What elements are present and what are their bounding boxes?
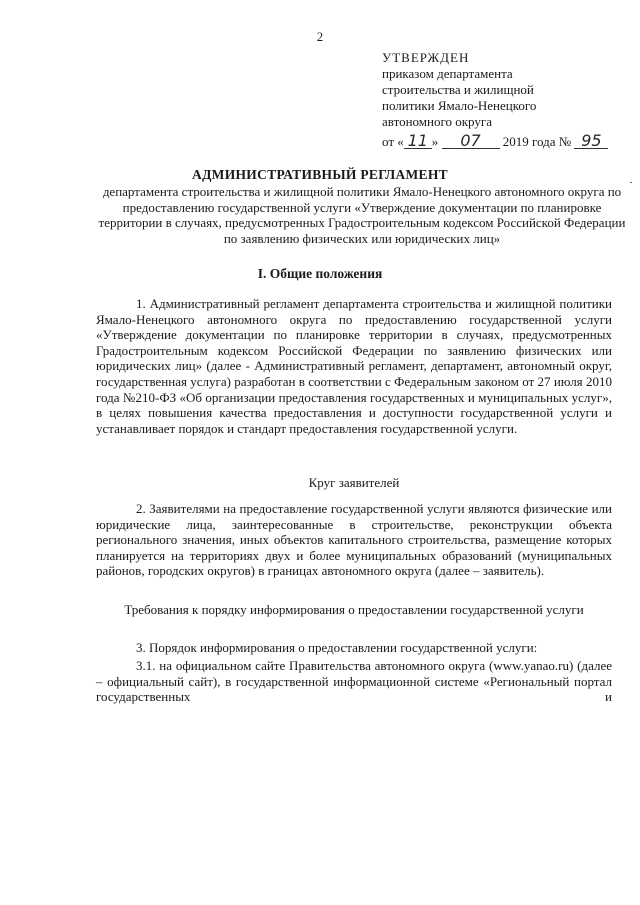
page-number: 2: [316, 30, 324, 44]
paragraph-3-text: 3. Порядок информирования о предоставлении государственной услуги:: [136, 640, 538, 655]
approval-line: приказом департамента: [382, 66, 513, 81]
document-subtitle: департамента строительства и жилищной политики Ямало-Ненецкого автономного округа по предоставлению государственной услуги «Утверждение документации по планировке территории в случаях, предусмотренных Градостроительным кодексом Российской Федерации по заявлению физических или юридических лиц»: [98, 184, 626, 246]
approval-line: строительства и жилищной: [382, 82, 534, 97]
subheading-information: Требования к порядку информирования о предоставлении государственной услуги: [124, 602, 584, 617]
date-day: 11: [404, 134, 432, 149]
paragraph-3-1: [96, 658, 612, 705]
date-year: 2019 года №: [502, 134, 572, 149]
paragraph-2: [96, 501, 612, 579]
paragraph-3-1-text: 3.1. на официальном сайте Правительства автономного округа (www.yanao.ru) (далее – официальный сайт), в государственной информационной системе «Региональный портал государственных и: [96, 658, 612, 705]
section-title: I. Общие положения: [257, 266, 383, 281]
date-month: 07: [442, 134, 500, 149]
approval-title: УТВЕРЖДЕН: [382, 50, 470, 65]
paragraph-2-text: 2. Заявителями на предоставление государственной услуги являются физические или юридические лица, заинтересованные в строительстве, реконструкции объекта регионального значения, иных объектов капитального строительства, размещение которых планируется на территориях двух и более муниципальных образований (муниципальных районов, городских округов) в границах автономного округа (далее – заявитель).: [96, 501, 612, 579]
paragraph-3: [96, 640, 612, 656]
margin-mark: [630, 182, 632, 183]
subheading-applicants: Круг заявителей: [308, 475, 400, 490]
order-date-line: [382, 131, 632, 150]
paragraph-1: [96, 296, 612, 436]
approval-line: автономного округа: [382, 114, 492, 129]
date-prefix: от «: [382, 134, 404, 149]
date-mid: »: [431, 134, 439, 149]
document-title: АДМИНИСТРАТИВНЫЙ РЕГЛАМЕНТ: [192, 167, 448, 182]
approval-block: [382, 50, 622, 130]
paragraph-1-text: 1. Административный регламент департамента строительства и жилищной политики Ямало-Ненецкого автономного округа по предоставлению государственной услуги «Утверждение документации по планировке территории в случаях, предусмотренных Градостроительным кодексом Российской Федерации по заявлению физических или юридических лиц» (далее - Административный регламент, департамент, автономный округ, государственная услуга) разработан в соответствии с Федеральным законом от 27 июля 2010 года №210-ФЗ «Об организации предоставления государственных и муниципальных услуг», в целях повышения качества предоставления и доступности государственной услуги и устанавливает порядок и стандарт предоставления государственной услуги.: [96, 296, 612, 436]
order-number: 95: [574, 134, 608, 149]
approval-line: политики Ямало-Ненецкого: [382, 98, 537, 113]
